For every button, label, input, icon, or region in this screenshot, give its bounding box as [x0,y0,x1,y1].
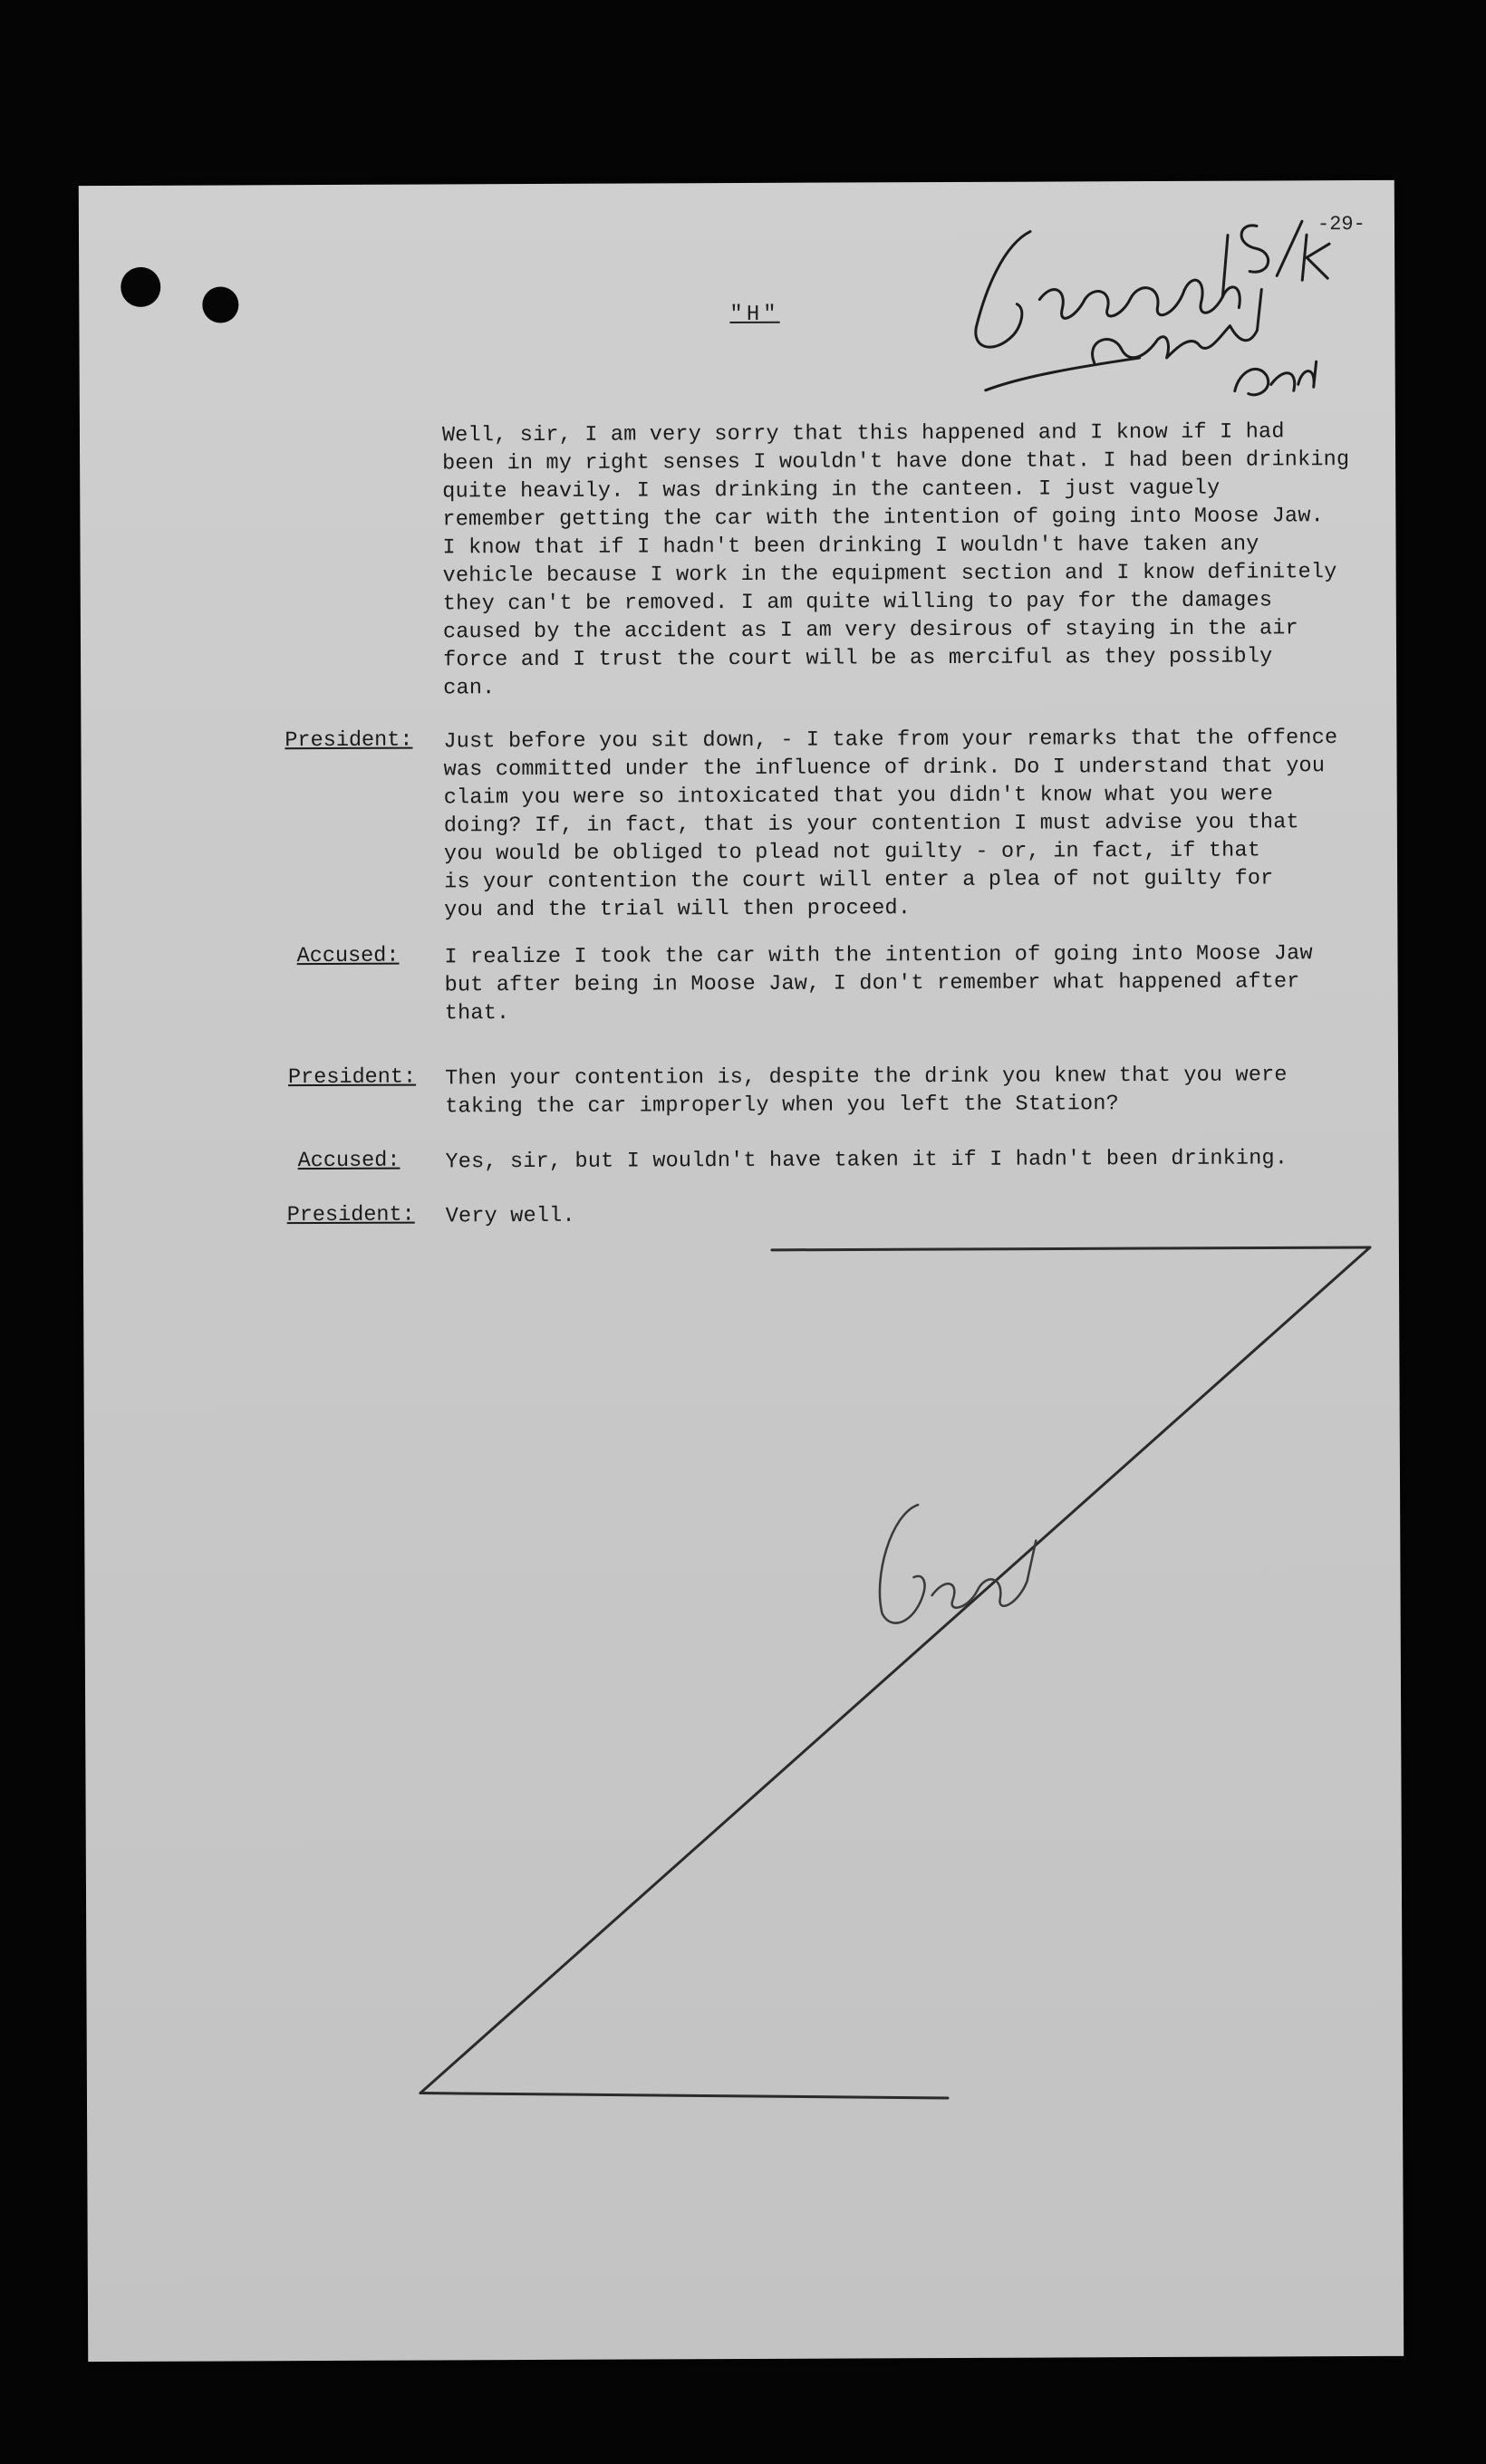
accused-statement: Well, sir, I am very sorry that this happened and I know if I had been in my right senses I wouldn't have done that. I had been drinking quite heavily. I was drinking in the canteen. I just vaguely remember getting the car with the intention of going into Moose Jaw. I know that if I hadn't been drinking I wouldn't have taken any vehicle because I work in the equipment section and I know definitely they can't be removed. I am quite willing to pay for the damages caused by the accident as I am very desirous of staying in the air force and I trust the court will be as merciful as they possibly can. [441,419,1350,701]
speaker-label-president: President: [286,1202,415,1228]
page-number: -29- [1317,212,1365,236]
accused-reply: I realize I took the car with the intention of going into Moose Jaw but after being in Moose Jaw, I don't remember what happened after that. [444,941,1313,1026]
speaker-label-accused: Accused: [297,1148,400,1174]
initials-mark [880,1505,1037,1623]
speaker-label-president: President: [287,1064,417,1091]
president-remark: Just before you sit down, - I take from your remarks that the offence was committed under the influence of drink. Do I understand that you claim you were so intoxicated that you didn't know what you were doing? If, in fact, that is your contention I must advise you that you would be obliged to plead not guilty - or, in fact, if that is your contention the court will enter a plea of not guilty for you and the trial will then proceed. [443,726,1338,923]
speaker-label-accused: Accused: [296,943,400,969]
document-page [79,180,1404,2362]
accused-answer: Yes, sir, but I wouldn't have taken it if I hadn't been drinking. [445,1146,1288,1175]
speaker-label-president: President: [285,727,413,754]
president-closing: Very well. [445,1203,575,1229]
punch-hole-right [202,286,238,322]
section-mark: "H" [729,302,780,328]
president-question: Then your contention is, despite the drink you knew that you were taking the car improperly when you left the Station? [445,1063,1288,1120]
punch-hole-left [121,267,160,307]
